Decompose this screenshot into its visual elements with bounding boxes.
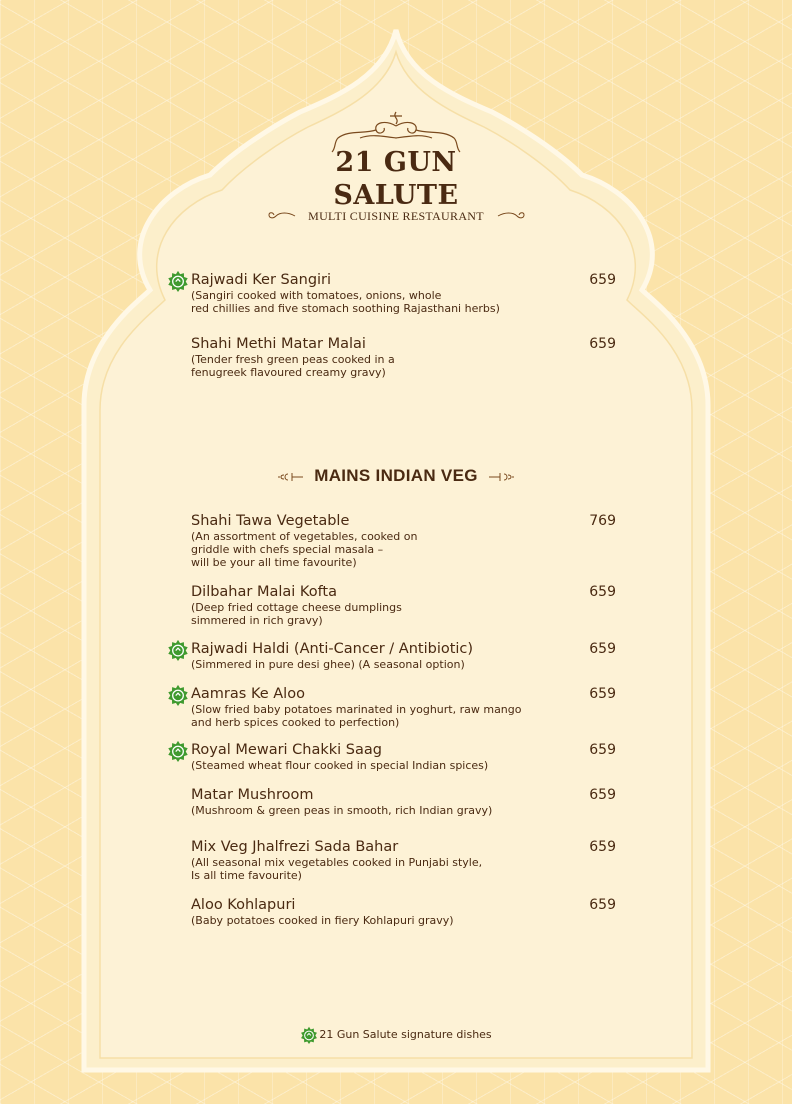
signature-badge-icon [167,270,189,292]
restaurant-name-line1: 21 GUN [335,147,457,178]
signature-badge-icon [167,684,189,706]
item-description: (Steamed wheat flour cooked in special Indian spices) [191,759,489,772]
heading-right-ornament-icon [488,471,514,483]
item-price: 659 [589,272,616,288]
item-price: 659 [589,839,616,855]
section-heading [0,466,792,486]
item-name: Mix Veg Jhalfrezi Sada Bahar [191,839,399,855]
menu-item [191,271,616,315]
item-description: (Simmered in pure desi ghee) (A seasonal option) [191,658,465,671]
item-price: 659 [589,897,616,913]
menu-item [191,896,616,927]
item-description: (Mushroom & green peas in smooth, rich Indian gravy) [191,804,493,817]
item-name: Aloo Kohlapuri [191,897,296,913]
signature-footnote [0,1026,792,1044]
signature-badge-icon [300,1026,318,1044]
menu-item [191,838,616,882]
item-price: 659 [589,641,616,657]
section-title: MAINS INDIAN VEG [314,466,478,485]
item-description: (Deep fried cottage cheese dumplings simmered in rich gravy) [191,601,402,627]
item-description: (All seasonal mix vegetables cooked in Punjabi style, Is all time favourite) [191,856,483,882]
item-name: Matar Mushroom [191,787,314,803]
item-description: (Baby potatoes cooked in fiery Kohlapuri gravy) [191,914,454,927]
menu-item [191,512,616,569]
item-description: (An assortment of vegetables, cooked on griddle with chefs special masala – will be your all time favourite) [191,530,418,569]
item-price: 659 [589,787,616,803]
item-description: (Sangiri cooked with tomatoes, onions, whole red chillies and five stomach soothing Rajasthani herbs) [191,289,500,315]
item-description: (Slow fried baby potatoes marinated in yoghurt, raw mango and herb spices cooked to perfection) [191,703,522,729]
item-name: Rajwadi Ker Sangiri [191,272,332,288]
item-name: Shahi Methi Matar Malai [191,336,366,352]
item-price: 659 [589,336,616,352]
item-price: 659 [589,584,616,600]
menu-item [191,335,616,379]
item-price: 659 [589,742,616,758]
menu-item [191,741,616,772]
item-name: Royal Mewari Chakki Saag [191,742,382,758]
item-description: (Tender fresh green peas cooked in a fenugreek flavoured creamy gravy) [191,353,395,379]
item-price: 769 [589,513,616,529]
menu-item [191,640,616,671]
heading-left-ornament-icon [278,471,304,483]
item-name: Rajwadi Haldi (Anti-Cancer / Antibiotic) [191,641,474,657]
footnote-text: 21 Gun Salute signature dishes [319,1028,492,1041]
signature-badge-icon [167,639,189,661]
menu-item [191,583,616,627]
menu-item [191,685,616,729]
menu-item [191,786,616,817]
signature-badge-icon [167,740,189,762]
subtitle-right-flourish [497,210,525,222]
item-name: Dilbahar Malai Kofta [191,584,337,600]
item-price: 659 [589,686,616,702]
restaurant-subtitle: MULTI CUISINE RESTAURANT [308,209,484,223]
item-name: Shahi Tawa Vegetable [191,513,350,529]
item-name: Aamras Ke Aloo [191,686,305,702]
restaurant-name-line2: SALUTE [333,180,459,211]
